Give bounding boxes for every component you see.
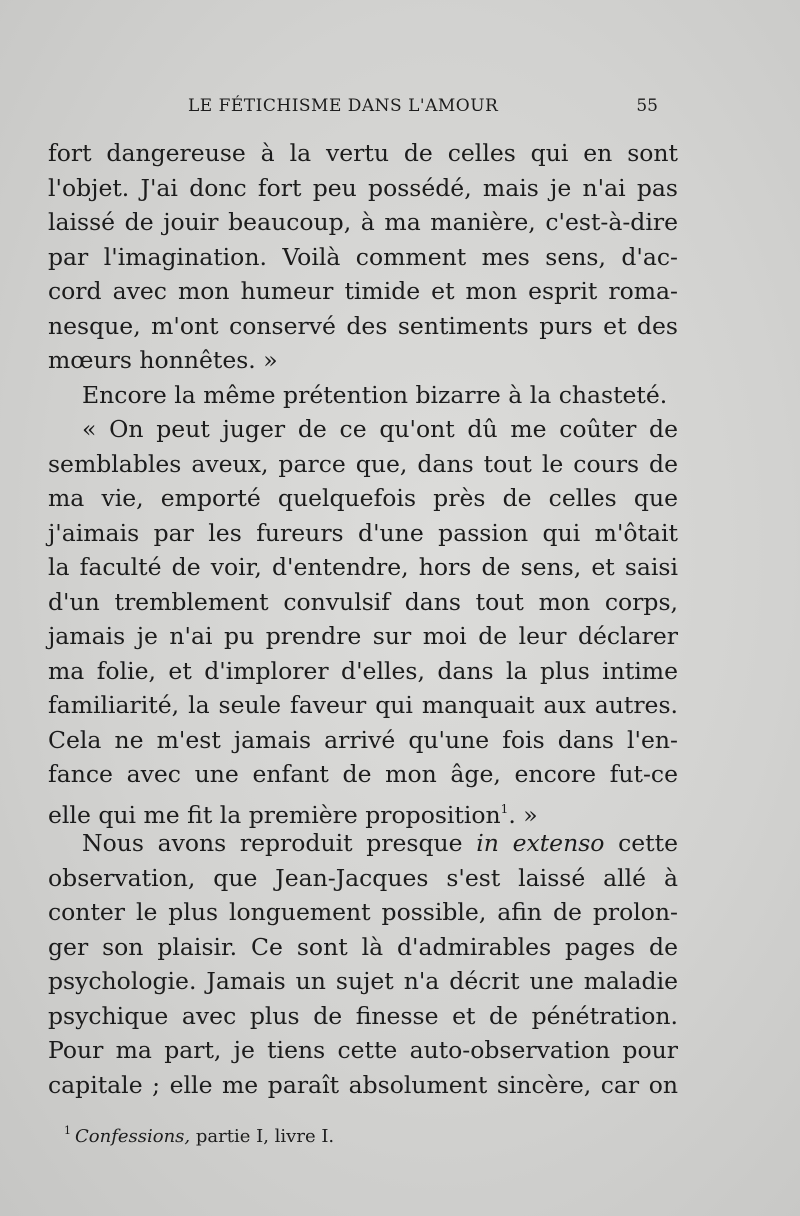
text-line: fance avec une enfant de mon âge, encore fut-ce xyxy=(48,760,678,788)
text-line: Encore la même prétention bizarre à la chasteté. xyxy=(82,380,668,409)
text-line: cord avec mon humeur timide et mon esprit roma- xyxy=(48,277,678,305)
footnote-text: partie I, livre I. xyxy=(195,1126,335,1147)
line-text: Nous avons reproduit presque xyxy=(82,829,463,857)
text-line: nesque, m'ont conservé des sentiments purs et des xyxy=(48,311,678,340)
body-text xyxy=(48,136,678,1102)
text-line xyxy=(48,792,678,827)
footnote-marker: 1 xyxy=(64,1124,71,1137)
italic-phrase: in extenso xyxy=(476,829,605,857)
running-title: LE FÉTICHISME DANS L'AMOUR xyxy=(188,96,499,116)
text-line: laissé de jouir beaucoup, à ma manière, c'est-à-dire xyxy=(48,208,678,236)
text-line: capitale ; elle me paraît absolument sincère, car on xyxy=(48,1070,678,1099)
text-line: j'aimais par les fureurs d'une passion qui m'ôtait xyxy=(48,518,678,547)
footnote xyxy=(64,1124,334,1147)
line-tail: cette xyxy=(618,829,678,857)
line-text: elle qui me fit la première proposition xyxy=(48,800,501,829)
text-line: la faculté de voir, d'entendre, hors de sens, et saisi xyxy=(48,553,678,581)
text-line: fort dangereuse à la vertu de celles qui en sont xyxy=(48,139,678,167)
text-line: Pour ma part, je tiens cette auto-observation pour xyxy=(48,1036,678,1064)
text-line: semblables aveux, parce que, dans tout le cours de xyxy=(48,449,678,478)
line-tail: . » xyxy=(508,800,538,829)
text-line xyxy=(48,826,678,861)
text-line: ma vie, emporté quelquefois près de celles que xyxy=(48,484,678,512)
text-line: par l'imagination. Voilà comment mes sens, d'ac- xyxy=(48,242,678,271)
text-line: l'objet. J'ai donc fort peu possédé, mais je n'ai pas xyxy=(48,173,678,202)
page-number: 55 xyxy=(636,96,658,116)
text-line: Cela ne m'est jamais arrivé qu'une fois dans l'en- xyxy=(48,725,678,754)
footnote-ref: 1 xyxy=(500,801,509,816)
text-line: ger son plaisir. Ce sont là d'admirables pages de xyxy=(48,932,678,961)
text-line: mœurs honnêtes. » xyxy=(48,346,278,374)
text-line: observation, que Jean-Jacques s'est laissé allé à xyxy=(48,863,678,892)
text-line: psychologie. Jamais un sujet n'a décrit une maladie xyxy=(48,967,678,995)
text-line: d'un tremblement convulsif dans tout mon corps, xyxy=(48,587,678,616)
text-line: conter le plus longuement possible, afin de prolon- xyxy=(48,898,678,926)
running-head xyxy=(48,96,658,124)
text-line: jamais je n'ai pu prendre sur moi de leur déclarer xyxy=(48,622,678,650)
footnote-title: Confessions, xyxy=(75,1126,191,1147)
text-line: ma folie, et d'implorer d'elles, dans la plus intime xyxy=(48,656,678,685)
text-line: psychique avec plus de finesse et de pénétration. xyxy=(48,1001,678,1030)
text-line: familiarité, la seule faveur qui manquait aux autres. xyxy=(48,691,678,719)
text-line: « On peut juger de ce qu'ont dû me coûter de xyxy=(82,415,678,443)
